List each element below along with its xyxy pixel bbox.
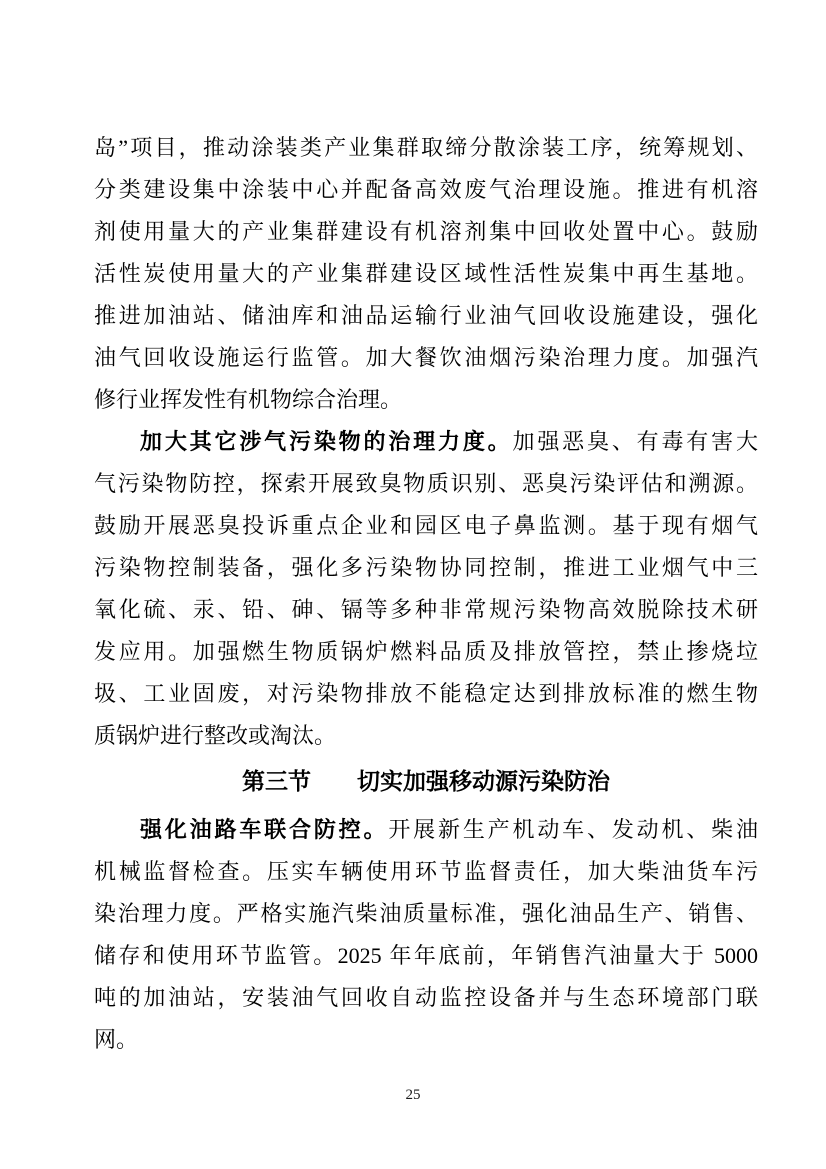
- text-line: [94, 463, 758, 505]
- text-line: [94, 715, 758, 757]
- line-text: 推进加油站、储油库和油品运输行业油气回收设施建设，强化: [94, 303, 758, 328]
- line-text: 开展新生产机动车、发动机、柴油: [388, 817, 758, 842]
- text-line: [94, 211, 758, 253]
- line-text: 油气回收设施运行监管。加大餐饮油烟污染治理力度。加强汽: [94, 345, 758, 370]
- text-line: [94, 127, 758, 169]
- document-content: [94, 127, 758, 1061]
- text-line: [94, 547, 758, 589]
- line-text: 加强恶臭、有毒有害大: [512, 429, 758, 454]
- para-industrial-voc-control: [94, 127, 758, 421]
- text-line: [94, 169, 758, 211]
- line-text: 分类建设集中涂装中心并配备高效废气治理设施。推进有机溶: [94, 177, 758, 202]
- line-text: 机械监督检查。压实车辆使用环节监督责任，加大柴油货车污: [94, 859, 758, 884]
- text-line: [94, 421, 758, 463]
- bold-lead-in: 强化油路车联合防控。: [140, 817, 389, 842]
- text-line: [94, 295, 758, 337]
- para-mobile-source-control: [94, 809, 758, 1061]
- para-other-gas-pollutants: [94, 421, 758, 757]
- text-line: [94, 505, 758, 547]
- text-line: [94, 893, 758, 935]
- text-line: [94, 589, 758, 631]
- text-line: [94, 1019, 758, 1061]
- line-text: 活性炭使用量大的产业集群建设区域性活性炭集中再生基地。: [94, 261, 758, 286]
- text-line: [94, 977, 758, 1019]
- line-text: 污染物控制装备，强化多污染物协同控制，推进工业烟气中三: [94, 555, 758, 580]
- text-line: [94, 809, 758, 851]
- line-text: 储存和使用环节监管。2025 年年底前，年销售汽油量大于 5000: [94, 943, 758, 968]
- page-number: 25: [405, 1087, 421, 1103]
- text-line: [94, 935, 758, 977]
- line-text: 圾、工业固废，对污染物排放不能稳定达到排放标准的燃生物: [94, 681, 758, 706]
- text-line: [94, 673, 758, 715]
- line-text: 网。: [94, 1027, 139, 1052]
- line-text: 质锅炉进行整改或淘汰。: [94, 723, 337, 748]
- text-line: [94, 631, 758, 673]
- line-text: 鼓励开展恶臭投诉重点企业和园区电子鼻监测。基于现有烟气: [94, 513, 758, 538]
- text-line: [94, 337, 758, 379]
- bold-lead-in: 加大其它涉气污染物的治理力度。: [140, 429, 513, 454]
- line-text: 氧化硫、汞、铅、砷、镉等多种非常规污染物高效脱除技术研: [94, 597, 758, 622]
- line-text: 吨的加油站，安装油气回收自动监控设备并与生态环境部门联: [94, 985, 758, 1010]
- line-text: 气污染物防控，探索开展致臭物质识别、恶臭污染评估和溯源。: [94, 471, 758, 496]
- line-text: 染治理力度。严格实施汽柴油质量标准，强化油品生产、销售、: [94, 901, 758, 926]
- line-text: 修行业挥发性有机物综合治理。: [94, 387, 403, 412]
- line-text: 发应用。加强燃生物质锅炉燃料品质及排放管控，禁止掺烧垃: [94, 639, 758, 664]
- text-line: [94, 851, 758, 893]
- text-line: [94, 253, 758, 295]
- line-text: 岛”项目，推动涂装类产业集群取缔分散涂装工序，统筹规划、: [94, 135, 758, 160]
- text-line: [94, 379, 758, 421]
- line-text: 剂使用量大的产业集群建设有机溶剂集中回收处置中心。鼓励: [94, 219, 758, 244]
- section-3-heading: 第三节 切实加强移动源污染防治: [242, 769, 610, 794]
